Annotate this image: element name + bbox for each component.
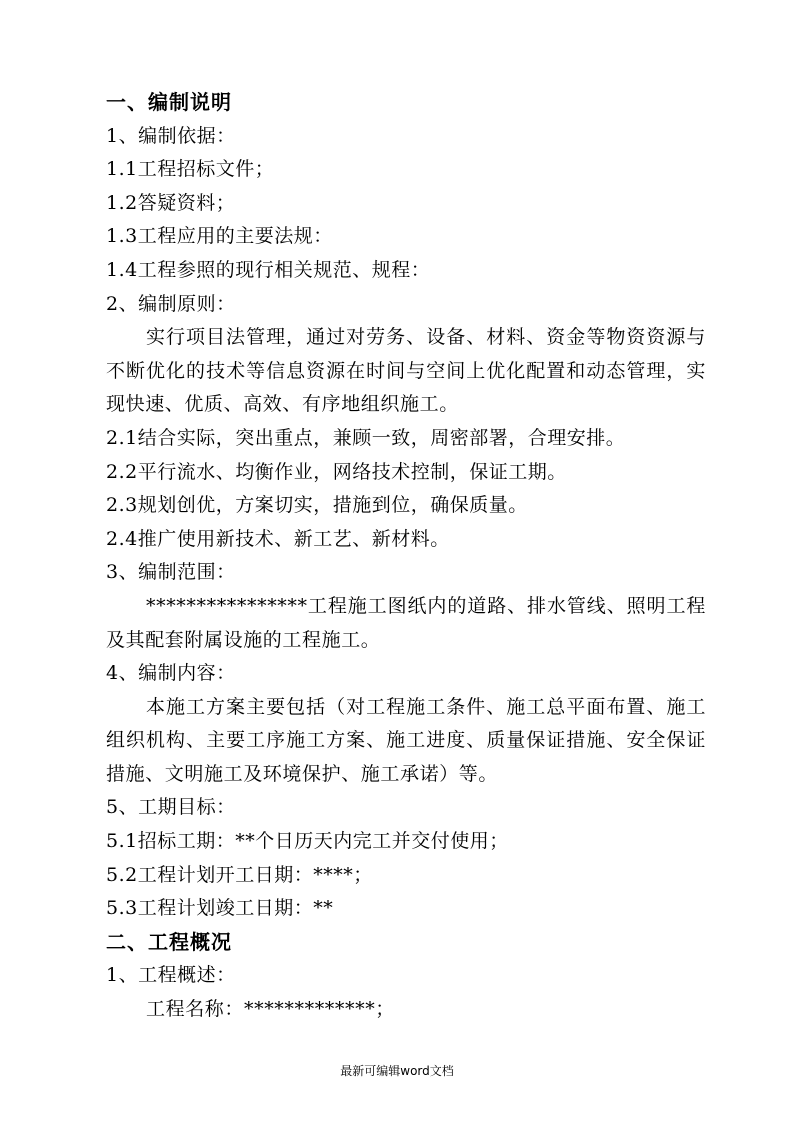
overview-heading: 1、工程概述：	[106, 964, 236, 987]
contents-heading: 4、编制内容：	[106, 662, 236, 685]
scope-paragraph: ****************工程施工图纸内的道路、排水管线、照明工程及其配套附属设施的工程施工。	[106, 594, 706, 651]
schedule-item: 5.3工程计划竣工日期：**	[106, 897, 334, 920]
schedule-item: 5.1招标工期：**个日历天内完工并交付使用；	[106, 830, 509, 853]
schedule-item: 5.2工程计划开工日期：****；	[106, 863, 373, 886]
basis-heading: 1、编制依据：	[106, 124, 236, 147]
principles-item: 2.2平行流水、均衡作业，网络技术控制，保证工期。	[106, 460, 567, 483]
scope-heading: 3、编制范围：	[106, 561, 236, 584]
principles-item: 2.3规划创优，方案切实，措施到位，确保质量。	[106, 494, 528, 517]
page-footer: 最新可编辑word文档	[340, 1064, 454, 1078]
basis-item: 1.3工程应用的主要法规：	[106, 225, 333, 248]
project-name-line: 工程名称：*************；	[146, 998, 395, 1021]
principles-item: 2.4推广使用新技术、新工艺、新材料。	[106, 527, 450, 550]
section-2-heading: 二、工程概况	[106, 929, 232, 954]
section-1-heading: 一、编制说明	[106, 90, 232, 114]
schedule-heading: 5、工期目标：	[106, 796, 236, 819]
principles-item: 2.1结合实际，突出重点，兼顾一致，周密部署，合理安排。	[106, 426, 626, 449]
basis-item: 1.1工程招标文件；	[106, 158, 275, 181]
document-body	[106, 86, 706, 1027]
principles-paragraph: 实行项目法管理，通过对劳务、设备、材料、资金等物资资源与不断优化的技术等信息资源在时间与空间上优化配置和动态管理，实现快速、优质、高效、有序地组织施工。	[106, 326, 706, 416]
basis-item: 1.4工程参照的现行相关规范、规程：	[106, 258, 431, 281]
basis-item: 1.2答疑资料；	[106, 191, 236, 214]
principles-heading: 2、编制原则：	[106, 292, 236, 315]
contents-paragraph: 本施工方案主要包括（对工程施工条件、施工总平面布置、施工组织机构、主要工序施工方案、施工进度、质量保证措施、安全保证措施、文明施工及环境保护、施工承诺）等。	[106, 695, 706, 785]
